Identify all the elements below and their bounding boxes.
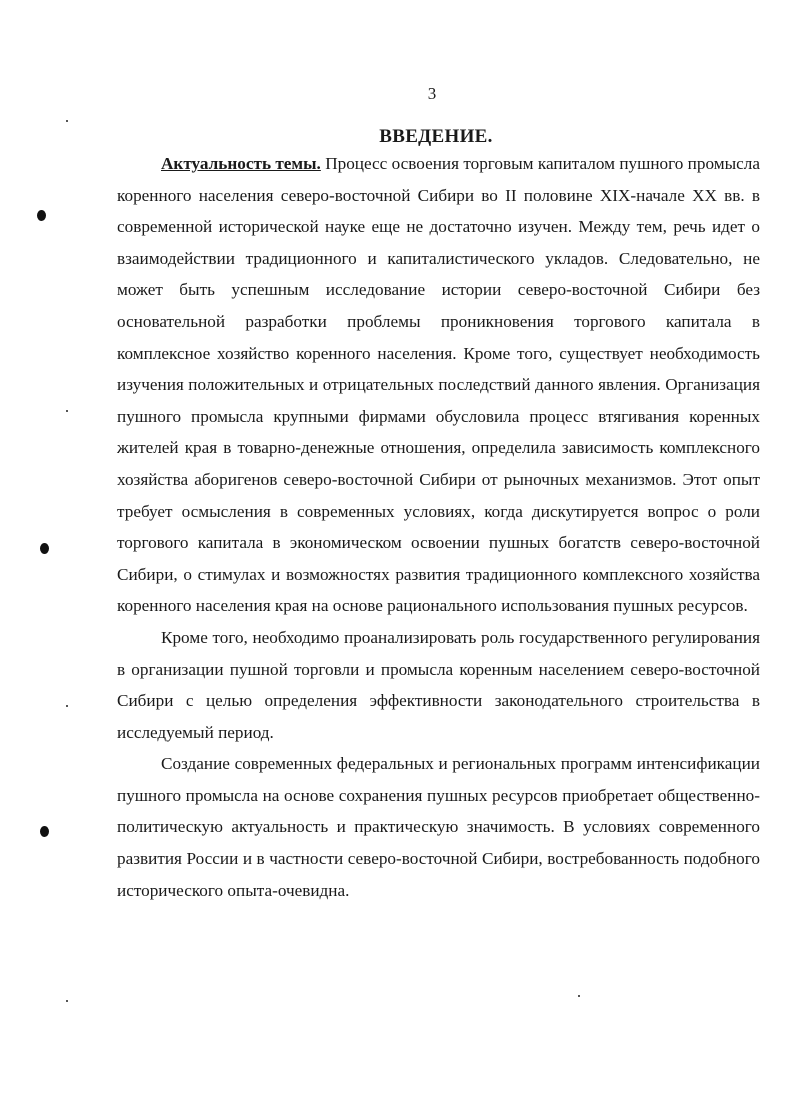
- paragraph-relevance: [117, 148, 760, 622]
- body-text: [117, 148, 760, 906]
- topic-label: Актуальность темы.: [161, 154, 321, 173]
- scan-speck: [66, 120, 68, 122]
- paragraph-modern-programs: Создание современных федеральных и региональных программ интенсификации пушного промысла на основе сохранения пушных ресурсов приобретает общественно-политическую актуальность и практическую значимость. В условиях современного развития России и в частности северо-восточной Сибири, востребованность подобного исторического опыта-очевидна.: [117, 754, 760, 900]
- paragraph-1-text: Процесс освоения торговым капиталом пушного промысла коренного населения северо-восточной Сибири во II половине XIX-начале XX вв. в современной исторической науке еще не достаточно изучен. Между тем, речь идет о взаимодействии традиционного и капиталистического укладов. Следовательно, не может быть успешным исследование истории северо-восточной Сибири без основательной разработки проблемы проникновения торгового капитала в комплексное хозяйство коренного населения. Кроме того, существует необходимость изучения положительных и отрицательных последствий данного явления. Организация пушного промысла крупными фирмами обусловила процесс втягивания коренных жителей края в товарно-денежные отношения, определила зависимость комплексного хозяйства аборигенов северо-восточной Сибири от рыночных механизмов. Этот опыт требует осмысления в современных условиях, когда дискутируется вопрос о роли торгового капитала в экономическом освоении пушных богатств северо-восточной Сибири, о стимулах и возможностях развития традиционного комплексного хозяйства коренного населения края на основе рационального использования пушных ресурсов.: [117, 154, 760, 616]
- scan-speck: [66, 1000, 68, 1002]
- scan-speck: [66, 410, 68, 412]
- binder-hole-mark: [40, 543, 49, 554]
- section-heading: ВВЕДЕНИЕ.: [379, 126, 493, 147]
- binder-hole-mark: [40, 826, 49, 837]
- paragraph-state-regulation: Кроме того, необходимо проанализировать роль государственного регулирования в организации пушной торговли и промысла коренным населением северо-восточной Сибири с целью определения эффективности законодательного строительства в исследуемый период.: [117, 627, 760, 742]
- scan-speck: [578, 995, 580, 997]
- scan-speck: [66, 705, 68, 707]
- binder-hole-mark: [37, 210, 46, 221]
- page-number: 3: [427, 84, 437, 103]
